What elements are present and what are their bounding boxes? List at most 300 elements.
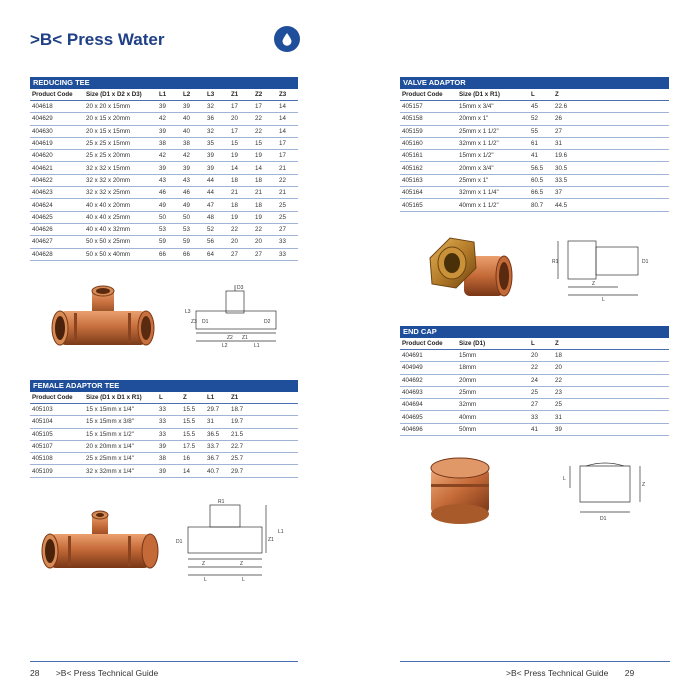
end-cap-photo xyxy=(425,456,495,528)
table-cell: 39 xyxy=(181,162,205,174)
reducing-tee-section xyxy=(30,77,298,261)
column-header: L1 xyxy=(157,89,181,101)
table-cell: 46 xyxy=(157,187,181,199)
table-row xyxy=(400,174,669,186)
table-cell: 25 x 25 x 20mm xyxy=(84,150,157,162)
page-number: 29 xyxy=(624,668,635,678)
table-cell: 14 xyxy=(181,465,205,477)
page-title: >B< Press Water xyxy=(30,30,165,49)
table-cell: 405105 xyxy=(30,428,84,440)
table-cell: 22 xyxy=(529,362,553,374)
table-cell: 25 xyxy=(553,399,669,411)
dim-label: Z3 xyxy=(191,319,197,325)
table-cell: 19 xyxy=(229,211,253,223)
table-cell: 39 xyxy=(205,162,229,174)
table-row xyxy=(30,187,298,199)
table-row xyxy=(30,404,298,416)
table-cell: 19 xyxy=(253,211,277,223)
table-row xyxy=(30,236,298,248)
table-cell: 66 xyxy=(157,248,181,260)
table-cell: 15.5 xyxy=(181,416,205,428)
page-number: 28 xyxy=(30,668,40,678)
table-row xyxy=(30,162,298,174)
table-row xyxy=(400,362,669,374)
table-cell: 33 xyxy=(157,416,181,428)
table-cell: 33.5 xyxy=(553,174,669,186)
table-cell: 20 x 20mm x 1/4" xyxy=(84,440,157,452)
table-row xyxy=(400,150,669,162)
table-row xyxy=(30,137,298,149)
table-cell: 39 xyxy=(205,150,229,162)
dim-label: D1 xyxy=(176,539,183,545)
table-cell: 25 xyxy=(277,211,298,223)
table-cell: 20 x 15 x 15mm xyxy=(84,125,157,137)
table-cell: 60.5 xyxy=(529,174,553,186)
table-cell: 21 xyxy=(277,162,298,174)
table-cell: 39 xyxy=(157,440,181,452)
table-cell: 18 xyxy=(229,174,253,186)
table-cell: 32 x 32mm x 1/4" xyxy=(84,465,157,477)
column-header: Z3 xyxy=(277,89,298,101)
table-row xyxy=(400,423,669,435)
table-cell: 39 xyxy=(157,162,181,174)
column-header: L3 xyxy=(205,89,229,101)
table-cell: 31 xyxy=(205,416,229,428)
table-cell: 24 xyxy=(529,374,553,386)
column-header: Product Code xyxy=(30,392,84,404)
table-cell: 20mm xyxy=(457,374,529,386)
table-cell: 15 x 15mm x 3/8" xyxy=(84,416,157,428)
dim-label: D1 xyxy=(202,319,209,325)
table-cell: 17.5 xyxy=(181,440,205,452)
footer-text: >B< Press Technical Guide xyxy=(55,668,159,678)
dim-label: L1 xyxy=(278,529,284,535)
table-cell: 44 xyxy=(205,174,229,186)
table-cell: 40 x 40 x 20mm xyxy=(84,199,157,211)
table-cell: 20 xyxy=(253,236,277,248)
table-row xyxy=(30,101,298,113)
table-cell: 17 xyxy=(229,125,253,137)
table-cell: 15 x 15mm x 1/2" xyxy=(84,428,157,440)
table-cell: 49 xyxy=(181,199,205,211)
column-header: L xyxy=(157,392,181,404)
table-cell: 20 xyxy=(229,236,253,248)
table-row xyxy=(30,416,298,428)
table-cell: 27 xyxy=(253,248,277,260)
column-header: L xyxy=(529,89,553,101)
table-cell: 22 xyxy=(253,113,277,125)
table-cell: 40 xyxy=(181,113,205,125)
table-cell: 44 xyxy=(205,187,229,199)
table-row xyxy=(400,411,669,423)
table-cell: 15 xyxy=(229,137,253,149)
table-cell: 66 xyxy=(181,248,205,260)
dim-label: Z xyxy=(202,561,206,567)
dim-label: D1 xyxy=(642,259,649,265)
table-cell: 25mm x 1" xyxy=(457,174,529,186)
footer-divider xyxy=(400,661,670,662)
reducing-tee-table xyxy=(30,89,298,261)
end-cap-diagram xyxy=(560,458,650,533)
dim-label: Z xyxy=(592,281,596,287)
column-header: Z xyxy=(181,392,205,404)
column-header: L1 xyxy=(205,392,229,404)
dim-label: Z xyxy=(240,561,244,567)
table-cell: 32 xyxy=(205,101,229,113)
table-cell: 80.7 xyxy=(529,199,553,211)
table-cell: 22.6 xyxy=(553,101,669,113)
table-cell: 20 x 15 x 20mm xyxy=(84,113,157,125)
dim-label: L2 xyxy=(222,343,228,349)
table-cell: 37 xyxy=(553,187,669,199)
table-cell: 39 xyxy=(181,101,205,113)
valve-adaptor-section xyxy=(400,77,669,212)
table-header-row xyxy=(30,392,298,404)
table-cell: 20mm x 3/4" xyxy=(457,162,529,174)
reducing-tee-photo xyxy=(48,283,158,358)
table-cell: 404695 xyxy=(400,411,457,423)
table-row xyxy=(30,465,298,477)
table-cell: 38 xyxy=(157,453,181,465)
table-row xyxy=(400,199,669,211)
column-header: Z2 xyxy=(253,89,277,101)
table-cell: 25 x 25 x 15mm xyxy=(84,137,157,149)
table-cell: 19 xyxy=(253,150,277,162)
table-cell: 32mm xyxy=(457,399,529,411)
table-row xyxy=(30,211,298,223)
table-cell: 40 x 40 x 25mm xyxy=(84,211,157,223)
table-cell: 20 xyxy=(229,113,253,125)
table-cell: 20 x 20 x 15mm xyxy=(84,101,157,113)
table-cell: 15.5 xyxy=(181,428,205,440)
table-cell: 41 xyxy=(529,150,553,162)
valve-adaptor-table xyxy=(400,89,669,212)
dim-label: Z1 xyxy=(242,335,248,341)
column-header: Product Code xyxy=(30,89,84,101)
table-cell: 27 xyxy=(553,125,669,137)
table-cell: 15.5 xyxy=(181,404,205,416)
table-cell: 404620 xyxy=(30,150,84,162)
table-cell: 21 xyxy=(229,187,253,199)
dim-label: L xyxy=(602,297,605,303)
section-header: FEMALE ADAPTOR TEE xyxy=(30,380,298,392)
table-cell: 17 xyxy=(277,137,298,149)
table-cell: 405162 xyxy=(400,162,457,174)
table-cell: 25 xyxy=(529,386,553,398)
column-header: Z xyxy=(553,338,669,350)
table-cell: 33 xyxy=(277,248,298,260)
table-cell: 35 xyxy=(205,137,229,149)
table-cell: 26 xyxy=(553,113,669,125)
table-cell: 18 xyxy=(253,174,277,186)
table-cell: 50 x 50 x 25mm xyxy=(84,236,157,248)
table-cell: 18.7 xyxy=(229,404,298,416)
table-cell: 53 xyxy=(157,223,181,235)
table-cell: 48 xyxy=(205,211,229,223)
dim-label: L xyxy=(563,476,566,482)
table-cell: 22 xyxy=(253,223,277,235)
table-cell: 53 xyxy=(181,223,205,235)
table-cell: 404622 xyxy=(30,174,84,186)
table-cell: 47 xyxy=(205,199,229,211)
table-cell: 38 xyxy=(181,137,205,149)
table-row xyxy=(30,150,298,162)
table-row xyxy=(400,399,669,411)
table-cell: 20mm x 1" xyxy=(457,113,529,125)
table-row xyxy=(30,174,298,186)
table-row xyxy=(30,453,298,465)
table-cell: 20 xyxy=(553,362,669,374)
table-cell: 40 x 40 x 32mm xyxy=(84,223,157,235)
table-cell: 18 xyxy=(553,350,669,362)
table-cell: 14 xyxy=(229,162,253,174)
table-cell: 32 x 32 x 25mm xyxy=(84,187,157,199)
table-header-row xyxy=(400,89,669,101)
reducing-tee-diagram xyxy=(182,283,292,355)
table-cell: 22.7 xyxy=(229,440,298,452)
table-cell: 21.5 xyxy=(229,428,298,440)
end-cap-section xyxy=(400,326,669,436)
table-cell: 39 xyxy=(157,101,181,113)
table-cell: 25 xyxy=(277,199,298,211)
table-cell: 404623 xyxy=(30,187,84,199)
table-cell: 41 xyxy=(529,423,553,435)
dim-label: L xyxy=(204,577,207,583)
table-cell: 33 xyxy=(157,428,181,440)
table-cell: 29.7 xyxy=(205,404,229,416)
table-cell: 52 xyxy=(205,223,229,235)
table-cell: 52 xyxy=(529,113,553,125)
table-row xyxy=(30,428,298,440)
table-cell: 404691 xyxy=(400,350,457,362)
table-cell: 50 x 50 x 40mm xyxy=(84,248,157,260)
table-cell: 405163 xyxy=(400,174,457,186)
table-cell: 49 xyxy=(157,199,181,211)
table-cell: 405158 xyxy=(400,113,457,125)
table-cell: 405165 xyxy=(400,199,457,211)
table-cell: 22 xyxy=(229,223,253,235)
table-cell: 21 xyxy=(253,187,277,199)
table-cell: 42 xyxy=(157,113,181,125)
table-cell: 19 xyxy=(229,150,253,162)
column-header: Size (D1 x R1) xyxy=(457,89,529,101)
table-cell: 404949 xyxy=(400,362,457,374)
table-cell: 21 xyxy=(277,187,298,199)
table-row xyxy=(30,113,298,125)
table-cell: 43 xyxy=(181,174,205,186)
dim-label: D2 xyxy=(264,319,271,325)
table-cell: 39 xyxy=(157,125,181,137)
table-cell: 15mm x 3/4" xyxy=(457,101,529,113)
dim-label: Z xyxy=(642,482,646,488)
table-cell: 14 xyxy=(277,125,298,137)
female-adaptor-tee-diagram xyxy=(170,497,290,587)
table-cell: 32 x 32 x 15mm xyxy=(84,162,157,174)
table-cell: 20 xyxy=(529,350,553,362)
table-cell: 25mm x 1 1/2" xyxy=(457,125,529,137)
table-cell: 40 xyxy=(181,125,205,137)
table-cell: 404692 xyxy=(400,374,457,386)
table-cell: 405109 xyxy=(30,465,84,477)
table-cell: 55 xyxy=(529,125,553,137)
water-drop-icon xyxy=(274,26,300,52)
footer-right xyxy=(506,668,634,678)
dim-label: D3 xyxy=(237,285,244,291)
table-cell: 27 xyxy=(529,399,553,411)
table-cell: 18 xyxy=(253,199,277,211)
dim-label: R1 xyxy=(218,499,225,505)
table-cell: 404627 xyxy=(30,236,84,248)
table-row xyxy=(400,137,669,149)
table-cell: 404694 xyxy=(400,399,457,411)
table-cell: 18mm xyxy=(457,362,529,374)
table-cell: 404630 xyxy=(30,125,84,137)
dim-label: L1 xyxy=(254,343,260,349)
table-cell: 404693 xyxy=(400,386,457,398)
valve-adaptor-diagram xyxy=(548,235,658,305)
table-cell: 33 xyxy=(277,236,298,248)
table-cell: 39 xyxy=(157,465,181,477)
table-cell: 404621 xyxy=(30,162,84,174)
table-cell: 66.5 xyxy=(529,187,553,199)
column-header: L2 xyxy=(181,89,205,101)
table-cell: 405159 xyxy=(400,125,457,137)
table-cell: 32mm x 1 1/2" xyxy=(457,137,529,149)
table-cell: 27 xyxy=(277,223,298,235)
table-cell: 405108 xyxy=(30,453,84,465)
dim-label: L xyxy=(242,577,245,583)
table-cell: 50 xyxy=(157,211,181,223)
table-cell: 404629 xyxy=(30,113,84,125)
column-header: Size (D1) xyxy=(457,338,529,350)
table-cell: 14 xyxy=(277,101,298,113)
table-cell: 22 xyxy=(277,174,298,186)
table-cell: 40mm x 1 1/2" xyxy=(457,199,529,211)
table-cell: 36 xyxy=(205,113,229,125)
table-row xyxy=(400,125,669,137)
table-cell: 404619 xyxy=(30,137,84,149)
table-header-row xyxy=(30,89,298,101)
dim-label: L3 xyxy=(185,309,191,315)
table-cell: 405157 xyxy=(400,101,457,113)
table-cell: 31 xyxy=(553,137,669,149)
table-cell: 25mm xyxy=(457,386,529,398)
table-cell: 33 xyxy=(157,404,181,416)
table-cell: 404696 xyxy=(400,423,457,435)
table-cell: 25 x 25mm x 1/4" xyxy=(84,453,157,465)
table-row xyxy=(400,374,669,386)
table-cell: 22 xyxy=(253,125,277,137)
footer-text: >B< Press Technical Guide xyxy=(506,668,609,678)
table-row xyxy=(400,101,669,113)
table-cell: 50 xyxy=(181,211,205,223)
table-cell: 38 xyxy=(157,137,181,149)
table-row xyxy=(30,440,298,452)
table-cell: 40.7 xyxy=(205,465,229,477)
table-cell: 36.7 xyxy=(205,453,229,465)
table-header-row xyxy=(400,338,669,350)
table-cell: 56.5 xyxy=(529,162,553,174)
table-cell: 17 xyxy=(277,150,298,162)
table-cell: 405161 xyxy=(400,150,457,162)
table-cell: 30.5 xyxy=(553,162,669,174)
table-cell: 29.7 xyxy=(229,465,298,477)
table-cell: 42 xyxy=(157,150,181,162)
table-cell: 36.5 xyxy=(205,428,229,440)
table-cell: 14 xyxy=(253,162,277,174)
table-cell: 33 xyxy=(529,411,553,423)
table-cell: 32 xyxy=(205,125,229,137)
table-row xyxy=(400,113,669,125)
column-header: L xyxy=(529,338,553,350)
table-cell: 405103 xyxy=(30,404,84,416)
table-cell: 64 xyxy=(205,248,229,260)
section-header: END CAP xyxy=(400,326,669,338)
table-cell: 405164 xyxy=(400,187,457,199)
table-cell: 59 xyxy=(157,236,181,248)
table-cell: 44.5 xyxy=(553,199,669,211)
table-cell: 46 xyxy=(181,187,205,199)
table-cell: 404626 xyxy=(30,223,84,235)
section-header: REDUCING TEE xyxy=(30,77,298,89)
table-cell: 23 xyxy=(553,386,669,398)
table-cell: 45 xyxy=(529,101,553,113)
table-row xyxy=(30,248,298,260)
table-cell: 56 xyxy=(205,236,229,248)
table-cell: 40mm xyxy=(457,411,529,423)
table-cell: 405160 xyxy=(400,137,457,149)
table-cell: 50mm xyxy=(457,423,529,435)
table-cell: 27 xyxy=(229,248,253,260)
table-row xyxy=(400,386,669,398)
table-cell: 18 xyxy=(229,199,253,211)
table-cell: 15 xyxy=(253,137,277,149)
column-header: Z1 xyxy=(229,89,253,101)
dim-label: D1 xyxy=(600,516,607,522)
table-row xyxy=(30,223,298,235)
table-cell: 39 xyxy=(553,423,669,435)
table-cell: 15mm x 1/2" xyxy=(457,150,529,162)
column-header: Z1 xyxy=(229,392,298,404)
table-row xyxy=(400,187,669,199)
column-header: Size (D1 x D2 x D3) xyxy=(84,89,157,101)
column-header: Product Code xyxy=(400,338,457,350)
footer-divider xyxy=(30,661,298,662)
section-header: VALVE ADAPTOR xyxy=(400,77,669,89)
table-cell: 32mm x 1 1/4" xyxy=(457,187,529,199)
table-cell: 17 xyxy=(229,101,253,113)
dim-label: Z2 xyxy=(227,335,233,341)
table-cell: 59 xyxy=(181,236,205,248)
table-cell: 404628 xyxy=(30,248,84,260)
table-cell: 405104 xyxy=(30,416,84,428)
valve-adaptor-photo xyxy=(422,228,522,310)
table-cell: 33.7 xyxy=(205,440,229,452)
table-cell: 404624 xyxy=(30,199,84,211)
table-row xyxy=(400,350,669,362)
table-cell: 61 xyxy=(529,137,553,149)
column-header: Size (D1 x D1 x R1) xyxy=(84,392,157,404)
table-cell: 19.7 xyxy=(229,416,298,428)
table-cell: 16 xyxy=(181,453,205,465)
table-cell: 42 xyxy=(181,150,205,162)
table-cell: 32 x 32 x 20mm xyxy=(84,174,157,186)
column-header: Product Code xyxy=(400,89,457,101)
table-cell: 31 xyxy=(553,411,669,423)
table-cell: 14 xyxy=(277,113,298,125)
table-cell: 43 xyxy=(157,174,181,186)
table-cell: 17 xyxy=(253,101,277,113)
